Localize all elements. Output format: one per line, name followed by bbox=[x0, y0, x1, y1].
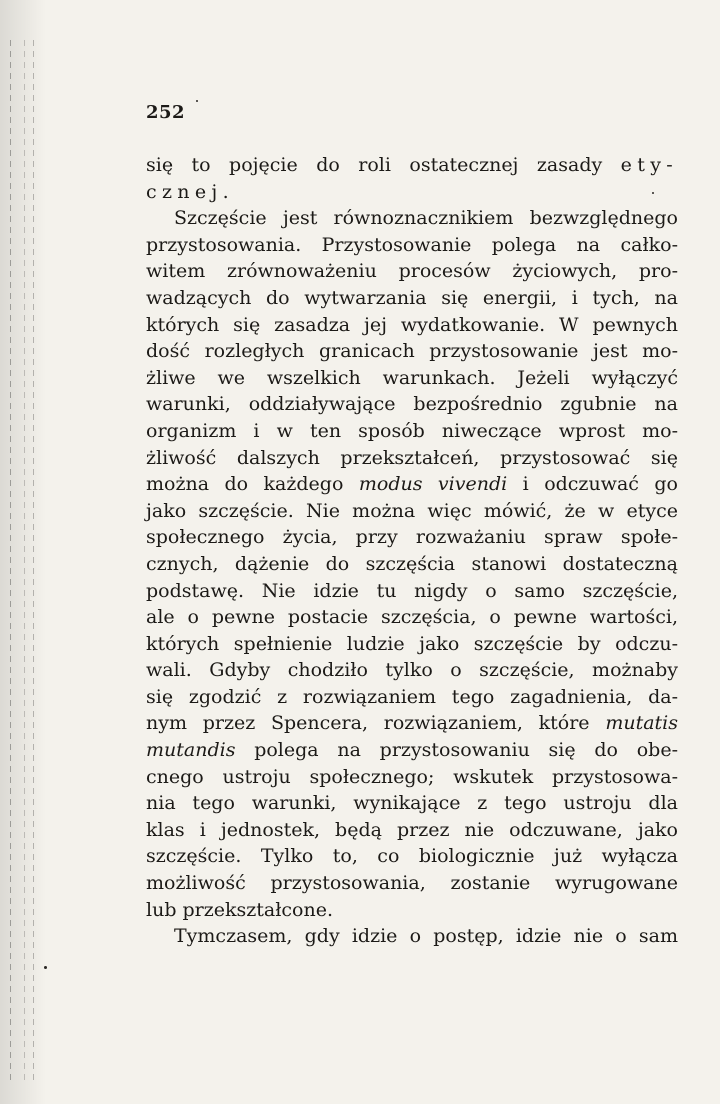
italic-phrase: mutatis bbox=[605, 712, 678, 735]
body-text bbox=[146, 152, 678, 950]
text-line bbox=[146, 338, 678, 365]
text-line bbox=[146, 471, 678, 498]
text-line bbox=[146, 631, 678, 658]
text-line bbox=[146, 604, 678, 631]
text-line bbox=[146, 498, 678, 525]
text-line bbox=[146, 897, 678, 924]
text-run: wali. Gdyby chodziło tylko o szczęście, możnaby bbox=[146, 659, 678, 682]
text-line bbox=[146, 312, 678, 339]
text-run: jako szczęście. Nie można więc mówić, że w etyce bbox=[146, 499, 678, 522]
text-run: dość rozległych granicach przystosowanie jest mo- bbox=[146, 340, 678, 363]
text-run: można do każdego bbox=[146, 473, 359, 496]
text-line bbox=[146, 923, 678, 950]
text-run: się zgodzić z rozwiązaniem tego zagadnienia, da- bbox=[146, 685, 678, 708]
text-line bbox=[146, 524, 678, 551]
text-run: ale o pewne postacie szczęścia, o pewne wartości, bbox=[146, 606, 678, 629]
text-run: się to pojęcie do roli ostatecznej zasady bbox=[146, 154, 621, 176]
text-run: społecznego życia, przy rozważaniu spraw społe- bbox=[146, 526, 678, 549]
text-run: których spełnienie ludzie jako szczęście by odczu- bbox=[146, 632, 678, 655]
text-run: podstawę. Nie idzie tu nigdy o samo szczęście, bbox=[146, 579, 678, 602]
text-run: cnego ustroju społecznego; wskutek przystosowa- bbox=[146, 765, 678, 788]
text-run: Szczęście jest równoznacznikiem bezwzględnego bbox=[174, 207, 678, 230]
text-run: cznych, dążenie do szczęścia stanowi dostateczną bbox=[146, 552, 678, 575]
text-run: wadzących do wytwarzania się energii, i tych, na bbox=[146, 286, 678, 309]
text-run: polega na przystosowaniu się do obe- bbox=[235, 739, 678, 762]
text-run: i odczuwać go bbox=[507, 473, 678, 496]
text-line bbox=[146, 232, 678, 259]
text-run: klas i jednostek, będą przez nie odczuwane, jako bbox=[146, 818, 678, 841]
text-run: żliwość dalszych przekształceń, przystosować się bbox=[146, 446, 678, 469]
text-run: nia tego warunki, wynikające z tego ustroju dla bbox=[146, 792, 678, 815]
print-speck bbox=[196, 100, 198, 102]
text-run: możliwość przystosowania, zostanie wyrugowane bbox=[146, 872, 678, 895]
text-run: organizm i w ten sposób niweczące wprost mo- bbox=[146, 419, 678, 442]
text-run: witem zrównoważeniu procesów życiowych, pro- bbox=[146, 260, 678, 283]
text-line bbox=[146, 710, 678, 737]
text-line bbox=[146, 790, 678, 817]
text-line bbox=[146, 843, 678, 870]
text-line bbox=[146, 578, 678, 605]
text-line bbox=[146, 551, 678, 578]
text-line bbox=[146, 445, 678, 472]
page-number: 252 bbox=[146, 102, 186, 123]
text-run: cznej bbox=[146, 180, 223, 203]
text-line bbox=[146, 179, 678, 206]
text-run: których się zasadza jej wydatkowanie. W pewnych bbox=[146, 313, 678, 336]
text-run: lub przekształcone. bbox=[146, 898, 334, 921]
text-run: przystosowania. Przystosowanie polega na całko- bbox=[146, 233, 678, 256]
binding-edge-line bbox=[33, 40, 34, 1080]
text-line bbox=[146, 391, 678, 418]
page-edge-shadow bbox=[0, 0, 46, 1104]
binding-edge-line bbox=[24, 40, 25, 1080]
text-run: szczęście. Tylko to, co biologicznie już wyłącza bbox=[146, 845, 678, 868]
text-run: żliwe we wszelkich warunkach. Jeżeli wyłączyć bbox=[146, 366, 678, 389]
text-line bbox=[146, 418, 678, 445]
text-line bbox=[146, 737, 678, 764]
italic-phrase: mutandis bbox=[146, 739, 236, 762]
text-line bbox=[146, 205, 678, 232]
text-line bbox=[146, 684, 678, 711]
text-run: ety- bbox=[620, 154, 678, 176]
italic-phrase: modus vivendi bbox=[358, 473, 508, 496]
text-line bbox=[146, 764, 678, 791]
text-run: nym przez Spencera, rozwiązaniem, które bbox=[146, 712, 606, 735]
text-run: warunki, oddziaływające bezpośrednio zgubnie na bbox=[146, 393, 678, 416]
text-line bbox=[146, 657, 678, 684]
text-line bbox=[146, 285, 678, 312]
binding-edge-line bbox=[10, 40, 11, 1080]
text-line bbox=[146, 817, 678, 844]
text-line bbox=[146, 258, 678, 285]
text-run: . bbox=[222, 180, 229, 203]
text-line bbox=[146, 152, 678, 179]
text-line bbox=[146, 870, 678, 897]
print-speck bbox=[44, 966, 47, 969]
text-run: Tymczasem, gdy idzie o postęp, idzie nie o sam bbox=[174, 925, 678, 948]
text-line bbox=[146, 365, 678, 392]
